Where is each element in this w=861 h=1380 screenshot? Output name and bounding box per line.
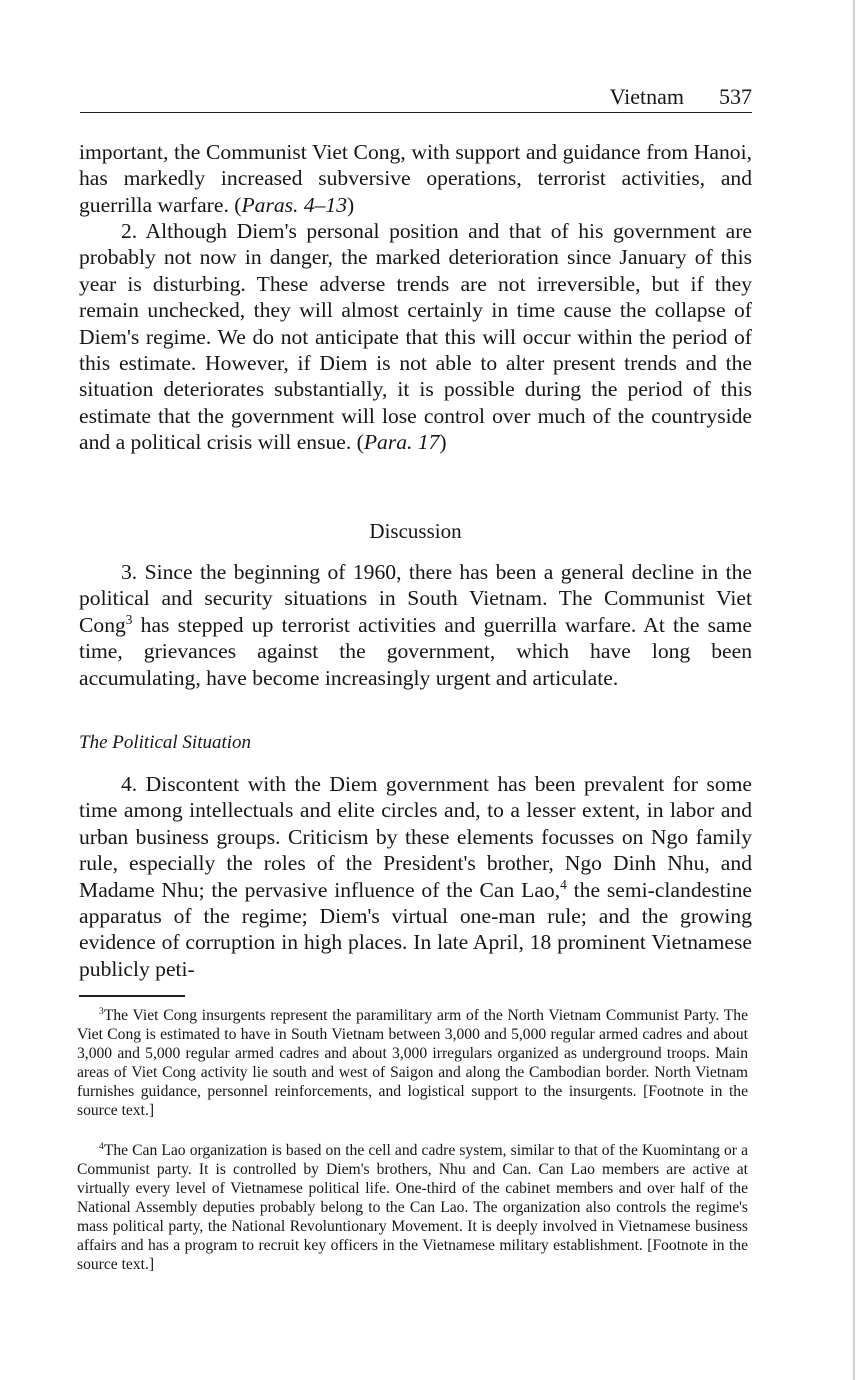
discussion-heading: Discussion (369, 519, 462, 543)
paragraph-text-after-note: the semi-clandestine apparatus of the regime; Diem's virtual one-man rule; and the growing evidence of corruption in high places. In late April, 18 prominent Vietnamese publicly peti- (79, 877, 752, 981)
page-edge (853, 0, 855, 1380)
paragraph-text: 2. Although Diem's personal position and that of his government are probably not now in danger, the marked deterioration since January of this year is disturbing. These adverse trends are not irreversible, but if they remain unchecked, they will almost certainly in time cause the collapse of Diem's regime. We do not anticipate that this will occur within the period of this estimate. However, if Diem is not able to alter present trends and the situation deteriorates substantially, it is possible during the period of this estimate that the government will lose control over much of the countryside and a political crisis will ensue. ( (79, 219, 752, 455)
footnote-4-mark: 4 (99, 1140, 104, 1152)
paragraph-3 (79, 559, 752, 691)
paragraph-text-before-note: 4. Discontent with the Diem government has been prevalent for some time among intellectuals and elite circles and, to a lesser extent, in labor and urban business groups. Criticism by these elements focusses on Ngo family rule, especially the roles of the President's brother, Ngo Dinh Nhu, and Madame Nhu; the pervasive influence of the Can Lao, (79, 772, 752, 902)
running-header (80, 82, 752, 113)
paragraph-text: important, the Communist Viet Cong, with support and guidance from Hanoi, has markedly increased subversive operations, terrorist activities, and guerrilla warfare. ( (79, 140, 752, 217)
paragraph-2 (79, 218, 752, 456)
paragraph-close: ) (439, 430, 447, 455)
paragraph-close: ) (347, 192, 355, 217)
paragraph-text-before-note: 3. Since the beginning of 1960, there has been a general decline in the political and security situations in South Vietnam. The Communist Viet Cong (79, 560, 752, 637)
paragraph-1-continuation (79, 139, 752, 218)
footnote-4 (77, 1141, 748, 1274)
paragraph-reference: Paras. 4–13 (241, 192, 348, 217)
political-situation-heading: The Political Situation (79, 732, 252, 753)
paragraph-text-after-note: has stepped up terrorist activities and guerrilla warfare. At the same time, grievances against the government, which have long been accumulating, have become increasingly urgent and articulate. (79, 612, 752, 690)
running-title: Vietnam (609, 84, 684, 109)
footnote-marker-4: 4 (560, 876, 567, 892)
footnote-3-mark: 3 (99, 1005, 104, 1017)
footnote-3-text: The Viet Cong insurgents represent the paramilitary arm of the North Vietnam Communist Party. The Viet Cong is estimated to have in South Vietnam between 3,000 and 5,000 regular armed cadres and about 3,000 and 5,000 regular armed cadres and about 3,000 irregulars organized as underground troops. Main areas of Viet Cong activity lie south and west of Saigon and along the Cambodian border. North Vietnam furnishes guidance, personnel reinforcements, and logistical support to the insurgents. [Footnote in the source text.] (77, 1007, 748, 1119)
footnote-marker-3: 3 (125, 611, 133, 627)
paragraph-4 (79, 771, 752, 982)
footnote-3 (77, 1006, 748, 1120)
footnote-4-text: The Can Lao organization is based on the cell and cadre system, similar to that of the Kuomintang or a Communist party. It is controlled by Diem's brothers, Nhu and Can. Can Lao members are active at virtually every level of Vietnamese political life. One-third of the cabinet members and over half of the National Assembly deputies probably belong to the Can Lao. The organization also controls the regime's mass political party, the National Revoluntionary Movement. It is deeply involved in Vietnamese business affairs and has a program to recruit key officers in the Vietnamese military establishment. [Footnote in the source text.] (77, 1142, 748, 1273)
footnote-divider (79, 995, 185, 997)
paragraph-reference: Para. 17 (363, 430, 440, 455)
page-number: 537 (719, 84, 752, 109)
